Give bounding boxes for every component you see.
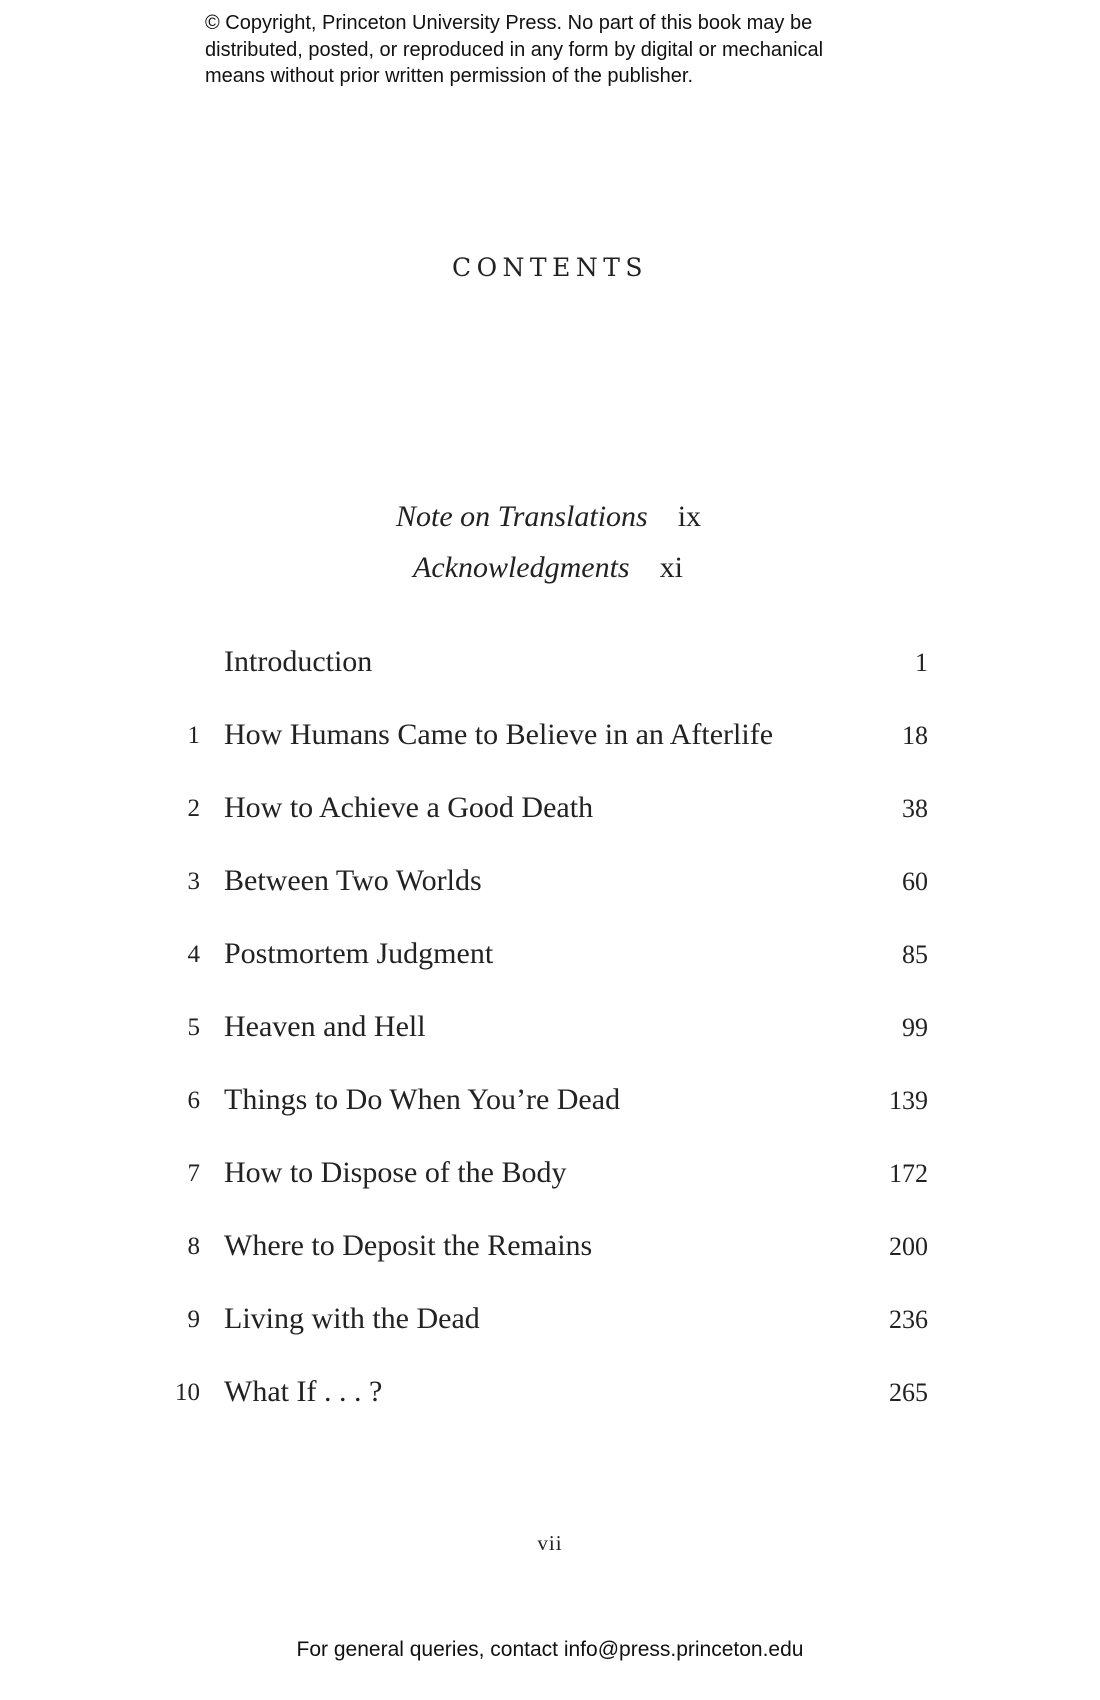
front-matter-title: Note on Translations <box>396 500 648 533</box>
chapter-page: 18 <box>902 721 928 750</box>
chapter-title: How to Achieve a Good Death <box>224 791 594 824</box>
chapter-title: How Humans Came to Believe in an Afterlife <box>224 718 774 751</box>
chapter-page: 85 <box>902 940 928 969</box>
chapter-title: What If . . . ? <box>224 1375 383 1408</box>
chapter-number: 2 <box>187 795 200 822</box>
chapter-title: Heaven and Hell <box>224 1010 426 1043</box>
front-matter-title: Acknowledgments <box>413 551 630 584</box>
toc-entry <box>0 718 1100 762</box>
toc-entry <box>0 937 1100 981</box>
toc-entry <box>0 1156 1100 1200</box>
copyright-line: © Copyright, Princeton University Press. No part of this book may be <box>205 12 813 34</box>
copyright-notice <box>205 10 925 90</box>
chapter-page: 265 <box>889 1378 928 1407</box>
chapter-title: Postmortem Judgment <box>224 937 494 970</box>
chapter-title: Living with the Dead <box>224 1302 480 1335</box>
chapter-title: Things to Do When You’re Dead <box>224 1083 621 1116</box>
chapter-page: 236 <box>889 1305 928 1334</box>
contact-footer: For general queries, contact info@press.princeton.edu <box>296 1638 804 1661</box>
toc-entry <box>0 1083 1100 1127</box>
chapter-number: 1 <box>187 722 200 749</box>
toc-entry <box>0 1375 1100 1419</box>
chapter-number: 7 <box>187 1160 200 1187</box>
chapter-title: How to Dispose of the Body <box>224 1156 567 1189</box>
chapter-number: 5 <box>187 1014 200 1041</box>
copyright-line: means without prior written permission of the publisher. <box>205 65 694 87</box>
chapter-page: 139 <box>889 1086 928 1115</box>
toc-entry <box>0 1302 1100 1346</box>
chapter-title: Where to Deposit the Remains <box>224 1229 593 1262</box>
chapter-title: Introduction <box>224 645 373 678</box>
chapter-title: Between Two Worlds <box>224 864 482 897</box>
chapter-page: 99 <box>902 1013 928 1042</box>
chapter-page: 200 <box>889 1232 928 1261</box>
toc-entry <box>0 864 1100 908</box>
page-number: vii <box>537 1531 563 1555</box>
front-matter-page: ix <box>677 500 702 533</box>
chapter-number: 9 <box>187 1306 200 1333</box>
page-title: CONTENTS <box>451 253 649 282</box>
toc-entry <box>0 791 1100 835</box>
chapter-number: 3 <box>187 868 200 895</box>
chapter-number: 10 <box>175 1379 200 1406</box>
front-matter-page: xi <box>659 551 683 584</box>
toc-entry <box>0 645 1100 689</box>
chapter-page: 38 <box>902 794 928 823</box>
copyright-line: distributed, posted, or reproduced in any form by digital or mechanical <box>205 38 824 61</box>
toc-entry <box>0 1010 1100 1054</box>
chapter-number: 4 <box>187 941 200 968</box>
chapter-page: 1 <box>915 648 928 677</box>
chapter-number: 6 <box>187 1087 200 1114</box>
chapter-number: 8 <box>187 1233 200 1260</box>
toc-entry <box>0 1229 1100 1273</box>
chapter-page: 60 <box>902 867 928 896</box>
chapter-page: 172 <box>889 1159 928 1188</box>
